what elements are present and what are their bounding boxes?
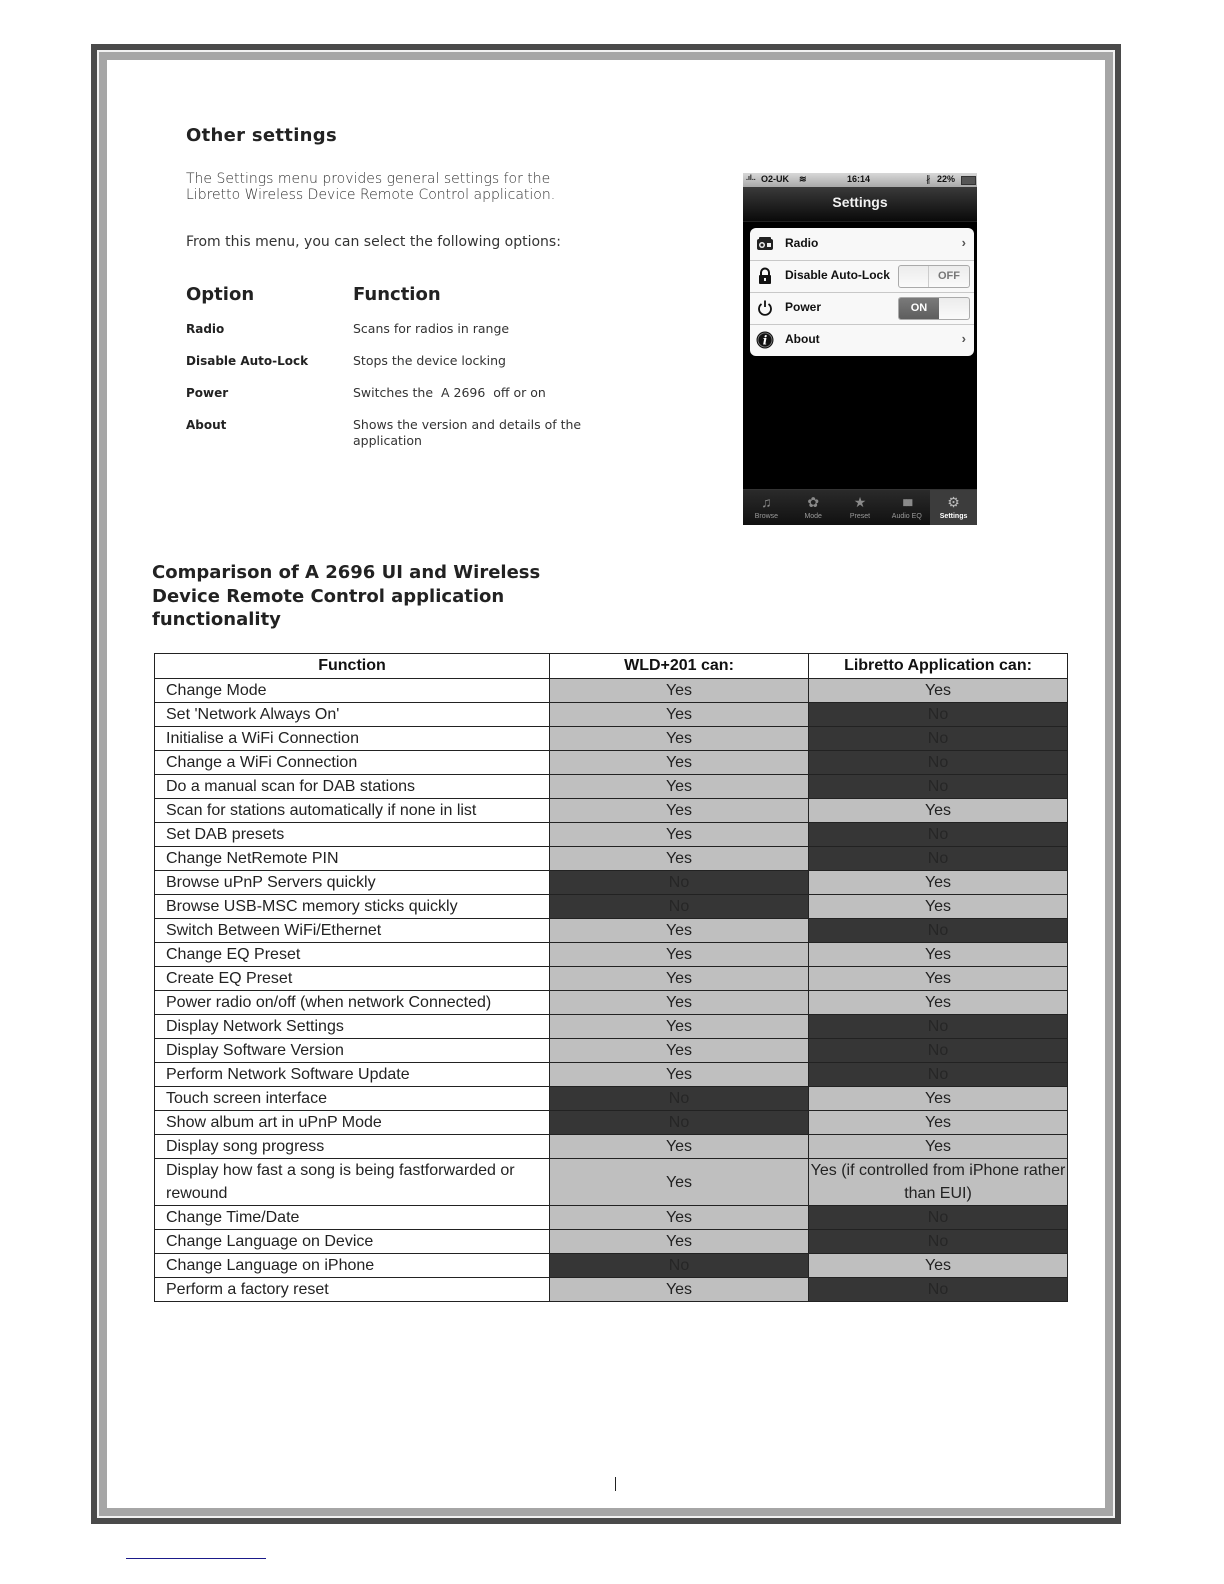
option-function: Stops the device locking bbox=[353, 353, 506, 368]
radio-icon bbox=[756, 235, 774, 253]
svg-text:i: i bbox=[762, 333, 768, 348]
function-cell: Change EQ Preset bbox=[155, 943, 550, 967]
column-header-function: Function bbox=[155, 654, 550, 679]
info-icon bbox=[756, 331, 774, 349]
column-header-app: Libretto Application can: bbox=[809, 654, 1068, 679]
section-heading-comparison: Comparison of A 2696 UI and Wireless Device Remote Control application functionality bbox=[152, 562, 541, 630]
app-capability-cell: Yes bbox=[809, 799, 1068, 823]
settings-row-label: Disable Auto-Lock bbox=[785, 268, 890, 282]
signal-icon: .ıl.. bbox=[746, 175, 756, 182]
table-row bbox=[155, 1278, 1068, 1302]
table-row bbox=[155, 1159, 1068, 1206]
clock: 16:14 bbox=[847, 174, 871, 184]
device-capability-cell: No bbox=[550, 1254, 809, 1278]
phone-screenshot bbox=[743, 173, 977, 525]
device-capability-cell: Yes bbox=[550, 919, 809, 943]
function-cell: Touch screen interface bbox=[155, 1087, 550, 1111]
app-capability-cell: No bbox=[809, 823, 1068, 847]
function-cell: Display Software Version bbox=[155, 1039, 550, 1063]
function-cell: Set DAB presets bbox=[155, 823, 550, 847]
function-cell: Scan for stations automatically if none in list bbox=[155, 799, 550, 823]
device-capability-cell: Yes bbox=[550, 727, 809, 751]
device-capability-cell: Yes bbox=[550, 1015, 809, 1039]
table-row bbox=[155, 1135, 1068, 1159]
device-capability-cell: Yes bbox=[550, 679, 809, 703]
device-capability-cell: No bbox=[550, 895, 809, 919]
function-cell: Display song progress bbox=[155, 1135, 550, 1159]
table-row bbox=[155, 991, 1068, 1015]
device-capability-cell: Yes bbox=[550, 1206, 809, 1230]
gears-icon: ⚙ bbox=[947, 494, 960, 510]
tab-bar bbox=[743, 489, 977, 525]
table-row bbox=[155, 847, 1068, 871]
toggle-state: ON bbox=[899, 298, 939, 319]
device-capability-cell: Yes bbox=[550, 991, 809, 1015]
function-cell: Power radio on/off (when network Connected) bbox=[155, 991, 550, 1015]
tab-mode[interactable] bbox=[790, 490, 837, 525]
app-capability-cell: No bbox=[809, 1230, 1068, 1254]
device-capability-cell: Yes bbox=[550, 943, 809, 967]
tab-browse[interactable] bbox=[743, 490, 790, 525]
function-cell: Display Network Settings bbox=[155, 1015, 550, 1039]
device-capability-cell: Yes bbox=[550, 823, 809, 847]
table-row bbox=[155, 823, 1068, 847]
settings-row-about[interactable] bbox=[750, 324, 974, 356]
wifi-icon: ≋ bbox=[799, 174, 807, 184]
device-capability-cell: Yes bbox=[550, 1278, 809, 1302]
function-cell: Switch Between WiFi/Ethernet bbox=[155, 919, 550, 943]
chevron-right-icon: › bbox=[961, 331, 966, 346]
table-row bbox=[155, 799, 1068, 823]
option-function: Switches the A 2696 off or on bbox=[353, 385, 546, 400]
table-body bbox=[155, 679, 1068, 1302]
section-heading-other-settings: Other settings bbox=[186, 125, 337, 146]
app-capability-cell: No bbox=[809, 703, 1068, 727]
table-header-row bbox=[155, 654, 1068, 679]
status-bar bbox=[743, 173, 977, 187]
function-cell: Change Time/Date bbox=[155, 1206, 550, 1230]
tab-audio-eq[interactable] bbox=[883, 490, 930, 525]
app-capability-cell: Yes bbox=[809, 1111, 1068, 1135]
device-capability-cell: Yes bbox=[550, 703, 809, 727]
app-capability-cell: Yes bbox=[809, 679, 1068, 703]
footnote-rule bbox=[126, 1558, 266, 1559]
device-capability-cell: Yes bbox=[550, 847, 809, 871]
tab-label: Settings bbox=[939, 513, 968, 520]
app-capability-cell: No bbox=[809, 1015, 1068, 1039]
function-cell: Perform a factory reset bbox=[155, 1278, 550, 1302]
table-row bbox=[155, 895, 1068, 919]
device-capability-cell: No bbox=[550, 1111, 809, 1135]
app-capability-cell: Yes bbox=[809, 1087, 1068, 1111]
app-capability-cell: No bbox=[809, 1063, 1068, 1087]
app-capability-cell: Yes bbox=[809, 943, 1068, 967]
settings-row-radio[interactable] bbox=[750, 228, 974, 261]
app-capability-cell: No bbox=[809, 727, 1068, 751]
column-header-device: WLD+201 can: bbox=[550, 654, 809, 679]
function-cell: Change Mode bbox=[155, 679, 550, 703]
function-cell: Show album art in uPnP Mode bbox=[155, 1111, 550, 1135]
table-row bbox=[155, 1087, 1068, 1111]
device-capability-cell: Yes bbox=[550, 775, 809, 799]
table-row bbox=[155, 1063, 1068, 1087]
device-capability-cell: Yes bbox=[550, 1230, 809, 1254]
device-capability-cell: Yes bbox=[550, 1039, 809, 1063]
app-capability-cell: Yes bbox=[809, 871, 1068, 895]
intro-paragraph-2: From this menu, you can select the following options: bbox=[186, 234, 561, 250]
app-capability-cell: Yes bbox=[809, 991, 1068, 1015]
tab-label: Preset bbox=[849, 513, 871, 520]
device-capability-cell: No bbox=[550, 1087, 809, 1111]
function-column-header: Function bbox=[353, 284, 441, 305]
device-capability-cell: Yes bbox=[550, 1159, 809, 1206]
auto-lock-toggle[interactable] bbox=[898, 265, 970, 288]
option-function: Scans for radios in range bbox=[353, 321, 510, 336]
table-row bbox=[155, 1111, 1068, 1135]
battery-icon bbox=[961, 176, 976, 185]
device-capability-cell: Yes bbox=[550, 799, 809, 823]
bluetooth-icon: ∦ bbox=[926, 174, 931, 184]
power-toggle[interactable] bbox=[898, 297, 970, 320]
app-capability-cell: No bbox=[809, 847, 1068, 871]
function-cell: Create EQ Preset bbox=[155, 967, 550, 991]
device-capability-cell: Yes bbox=[550, 967, 809, 991]
settings-row-disable-auto-lock[interactable] bbox=[750, 260, 974, 293]
lock-icon bbox=[756, 267, 774, 285]
app-capability-cell: No bbox=[809, 775, 1068, 799]
carrier-label: O2-UK bbox=[761, 174, 790, 184]
tab-label: Audio EQ bbox=[891, 513, 922, 520]
tab-settings[interactable] bbox=[930, 490, 977, 525]
table-row bbox=[155, 1206, 1068, 1230]
app-capability-cell: Yes (if controlled from iPhone rather than EUI) bbox=[809, 1159, 1068, 1206]
table-row bbox=[155, 727, 1068, 751]
function-cell: Browse USB-MSC memory sticks quickly bbox=[155, 895, 550, 919]
app-capability-cell: No bbox=[809, 751, 1068, 775]
music-note-icon: ♫ bbox=[761, 494, 772, 510]
option-name: Power bbox=[186, 386, 229, 400]
power-icon bbox=[756, 299, 774, 317]
function-cell: Change Language on iPhone bbox=[155, 1254, 550, 1278]
star-icon: ★ bbox=[853, 494, 867, 510]
tab-label: Browse bbox=[754, 513, 779, 520]
settings-row-label: About bbox=[785, 332, 820, 346]
app-capability-cell: No bbox=[809, 1278, 1068, 1302]
table-row bbox=[155, 703, 1068, 727]
table-row bbox=[155, 1254, 1068, 1278]
equalizer-icon: ▮▮▮ bbox=[902, 497, 912, 507]
chevron-right-icon: › bbox=[961, 235, 966, 250]
app-capability-cell: No bbox=[809, 1039, 1068, 1063]
table-row bbox=[155, 943, 1068, 967]
tab-preset[interactable] bbox=[837, 490, 884, 525]
app-capability-cell: Yes bbox=[809, 895, 1068, 919]
navigation-bar bbox=[743, 187, 977, 222]
option-function: Shows the version and details of the application bbox=[353, 417, 582, 448]
settings-list bbox=[750, 228, 974, 356]
device-capability-cell: Yes bbox=[550, 1135, 809, 1159]
function-cell: Do a manual scan for DAB stations bbox=[155, 775, 550, 799]
table-row bbox=[155, 679, 1068, 703]
function-cell: Display how fast a song is being fastforwarded or rewound bbox=[155, 1159, 550, 1206]
table-row bbox=[155, 1015, 1068, 1039]
app-capability-cell: Yes bbox=[809, 1135, 1068, 1159]
function-cell: Set 'Network Always On' bbox=[155, 703, 550, 727]
table-row bbox=[155, 919, 1068, 943]
function-cell: Browse uPnP Servers quickly bbox=[155, 871, 550, 895]
toggle-state: OFF bbox=[928, 266, 969, 287]
device-capability-cell: Yes bbox=[550, 1063, 809, 1087]
option-column-header: Option bbox=[186, 284, 255, 305]
nav-title: Settings bbox=[832, 194, 888, 210]
settings-row-power[interactable] bbox=[750, 292, 974, 325]
function-cell: Change NetRemote PIN bbox=[155, 847, 550, 871]
option-name: About bbox=[186, 418, 227, 432]
function-cell: Initialise a WiFi Connection bbox=[155, 727, 550, 751]
table-row bbox=[155, 1039, 1068, 1063]
settings-row-label: Power bbox=[785, 300, 822, 314]
function-cell: Change a WiFi Connection bbox=[155, 751, 550, 775]
page-number-marker bbox=[615, 1477, 616, 1491]
battery-percent: 22% bbox=[937, 174, 956, 184]
app-capability-cell: No bbox=[809, 1206, 1068, 1230]
mode-icon: ✿ bbox=[807, 494, 820, 510]
tab-label: Mode bbox=[804, 513, 822, 520]
device-capability-cell: No bbox=[550, 871, 809, 895]
comparison-table bbox=[154, 653, 1068, 1302]
device-capability-cell: Yes bbox=[550, 751, 809, 775]
table-row bbox=[155, 967, 1068, 991]
function-cell: Perform Network Software Update bbox=[155, 1063, 550, 1087]
app-capability-cell: Yes bbox=[809, 1254, 1068, 1278]
settings-row-label: Radio bbox=[785, 236, 819, 250]
app-capability-cell: Yes bbox=[809, 967, 1068, 991]
option-name: Radio bbox=[186, 322, 225, 336]
option-name: Disable Auto-Lock bbox=[186, 354, 309, 368]
table-row bbox=[155, 1230, 1068, 1254]
table-row bbox=[155, 775, 1068, 799]
app-capability-cell: No bbox=[809, 919, 1068, 943]
intro-paragraph: The Settings menu provides general settings for the Libretto Wireless Device Remote Control application. bbox=[186, 171, 556, 203]
table-row bbox=[155, 871, 1068, 895]
table-row bbox=[155, 751, 1068, 775]
function-cell: Change Language on Device bbox=[155, 1230, 550, 1254]
